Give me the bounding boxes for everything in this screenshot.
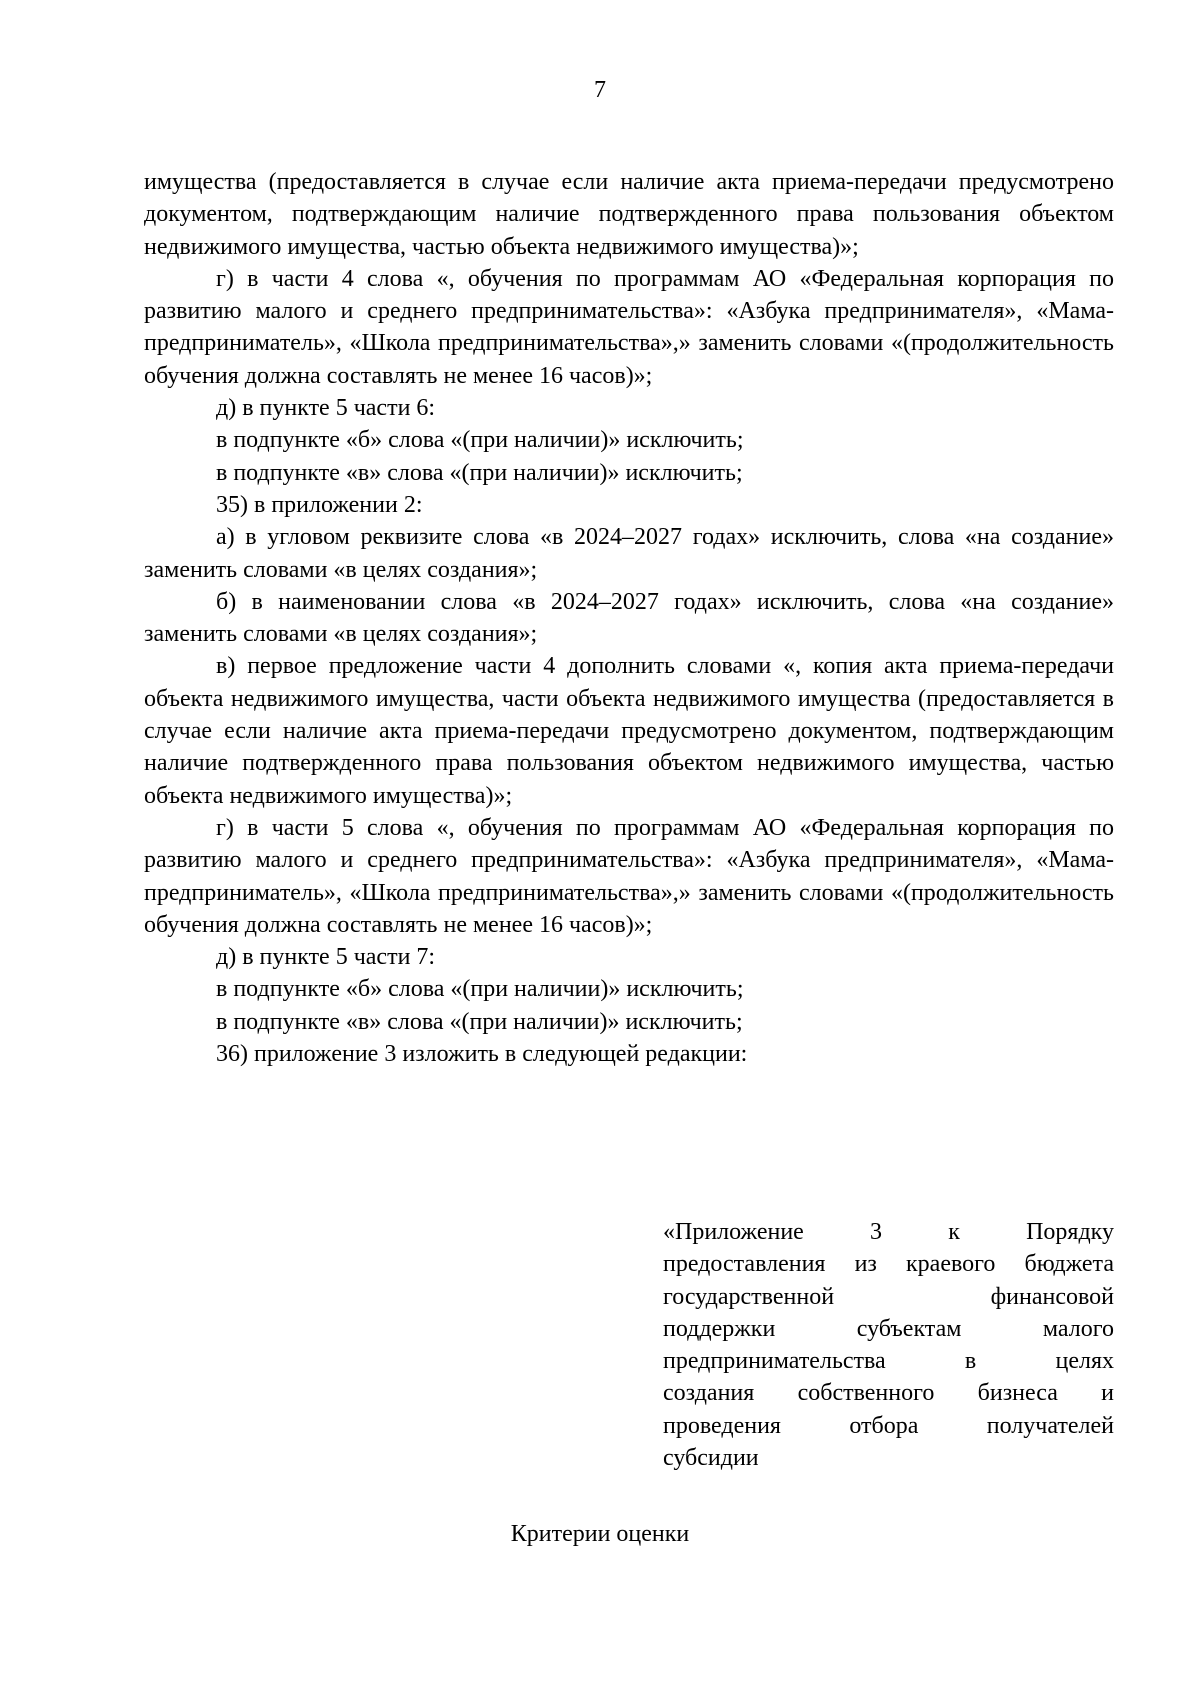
paragraph: а) в угловом реквизите слова «в 2024–2027 годах» исключить, слова «на создание» заменить словами «в целях создания»;: [144, 524, 1114, 583]
paragraph: д) в пункте 5 части 7:: [216, 944, 436, 971]
appendix-line: создания собственного бизнеса и: [663, 1380, 1114, 1407]
appendix-line: поддержки субъектам малого: [663, 1315, 1114, 1342]
paragraph: г) в части 5 слова «, обучения по программам АО «Федеральная корпорация по развитию малого и среднего предпринимательства»: «Азбука предпринимателя», «Мама-предприниматель», «Школа предпринимательства»,» заменить словами «(продолжительность обучения должна составлять не менее 16 часов)»;: [144, 814, 1114, 938]
paragraph: в подпункте «б» слова «(при наличии)» исключить;: [216, 976, 744, 1003]
appendix-line: субсидии: [663, 1445, 759, 1472]
paragraph: 35) в приложении 2:: [216, 491, 423, 518]
section-title: Критерии оценки: [510, 1521, 690, 1547]
appendix-line: предоставления из краевого бюджета: [663, 1251, 1114, 1278]
document-body: [144, 166, 1114, 1070]
appendix-line: «Приложение 3 к Порядку: [663, 1219, 1114, 1245]
paragraph: в подпункте «в» слова «(при наличии)» исключить;: [216, 459, 743, 486]
paragraph: б) в наименовании слова «в 2024–2027 годах» исключить, слова «на создание» заменить словами «в целях создания»;: [144, 588, 1114, 648]
paragraph: имущества (предоставляется в случае если наличие акта приема-передачи предусмотрено документом, подтверждающим наличие подтвержденного права пользования объектом недвижимого имущества, частью объекта недвижимого имущества)»;: [144, 169, 1114, 260]
paragraph: в подпункте «в» слова «(при наличии)» исключить;: [216, 1008, 743, 1035]
appendix-line: государственной финансовой: [663, 1283, 1114, 1310]
paragraph: г) в части 4 слова «, обучения по программам АО «Федеральная корпорация по развитию малого и среднего предпринимательства»: «Азбука предпринимателя», «Мама-предприниматель», «Школа предпринимательства»,» заменить словами «(продолжительность обучения должна составлять не менее 16 часов)»;: [144, 265, 1114, 389]
paragraph: в) первое предложение части 4 дополнить словами «, копия акта приема-передачи объекта недвижимого имущества, части объекта недвижимого имущества (предоставляется в случае если наличие акта приема-передачи предусмотрено документом, подтверждающим наличие подтвержденного права пользования объектом недвижимого имущества, частью объекта недвижимого имущества)»;: [144, 653, 1114, 809]
paragraph: в подпункте «б» слова «(при наличии)» исключить;: [216, 427, 744, 454]
appendix-heading-block: [663, 1216, 1114, 1474]
paragraph: 36) приложение 3 изложить в следующей редакции:: [216, 1041, 748, 1068]
page-number: 7: [594, 77, 606, 103]
appendix-line: предпринимательства в целях: [663, 1348, 1114, 1375]
paragraph: д) в пункте 5 части 6:: [216, 395, 436, 422]
appendix-line: проведения отбора получателей: [663, 1412, 1114, 1439]
